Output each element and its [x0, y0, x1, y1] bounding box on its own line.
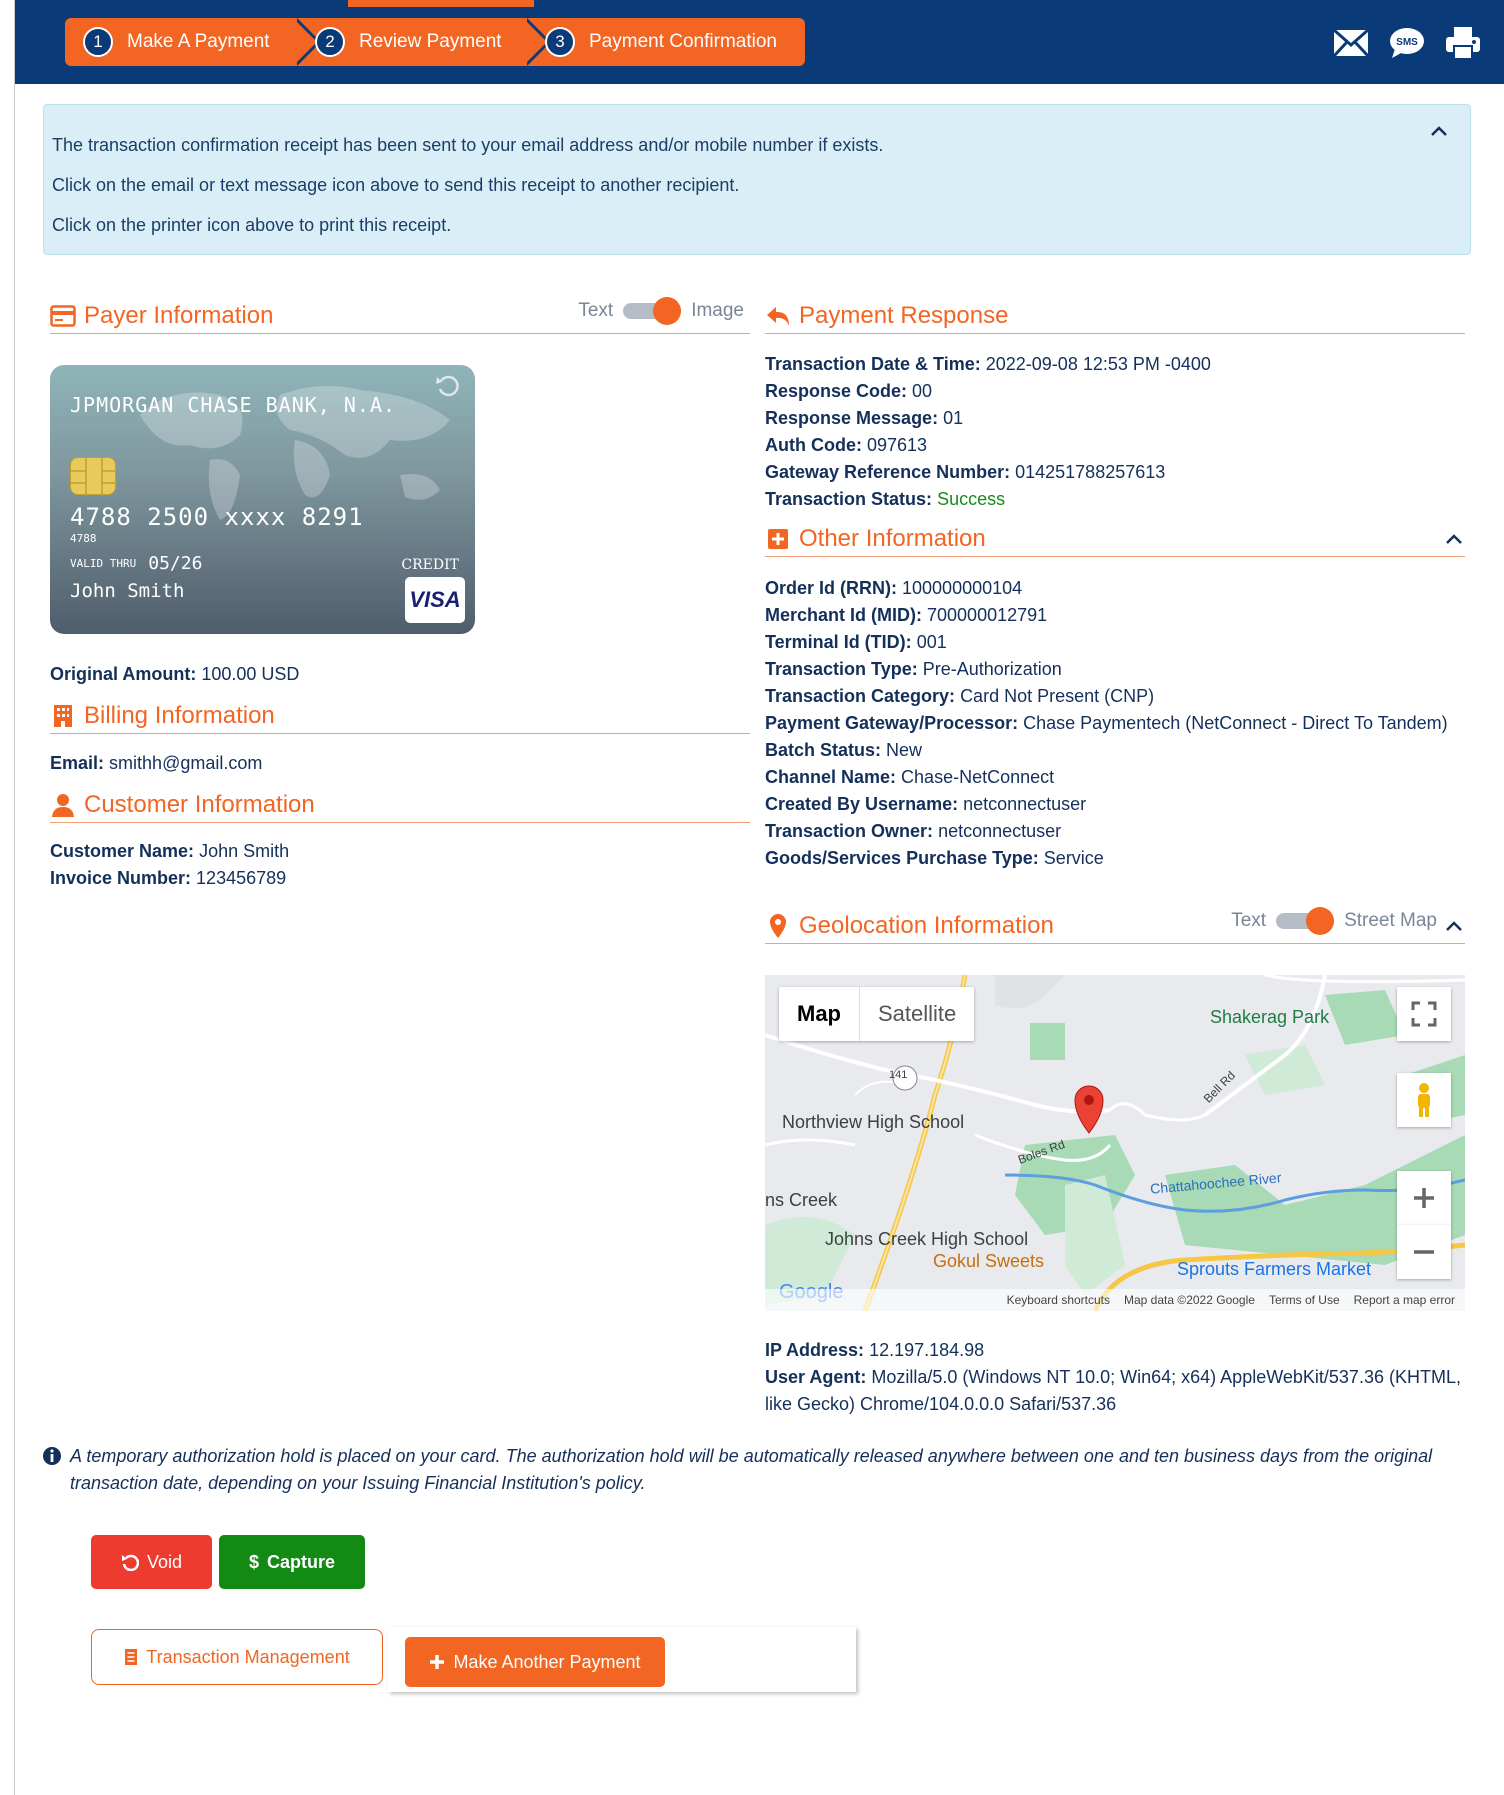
other-information-details — [765, 575, 1465, 872]
toggle-label-image: Image — [691, 300, 744, 321]
payment-response-details — [765, 351, 1211, 513]
credit-card-image — [50, 365, 475, 634]
response-row — [765, 459, 1211, 486]
customer-name-label: Customer Name: — [50, 841, 195, 861]
response-value: 097613 — [867, 435, 928, 455]
customer-name-value: John Smith — [199, 841, 290, 861]
map-label-johns-creek: Johns Creek High School — [825, 1229, 1029, 1249]
other-key: Payment Gateway/Processor: — [765, 713, 1019, 733]
user-icon — [50, 792, 76, 818]
alert-line: Click on the email or text message icon above to send this receipt to another recipient. — [52, 175, 740, 195]
geo-view-toggle — [1231, 910, 1437, 932]
section-title: Other Information — [799, 524, 986, 552]
map-label-bell: Bell Rd — [1200, 1068, 1238, 1106]
other-key: Transaction Type: — [765, 659, 918, 679]
email-value: smithh@gmail.com — [109, 753, 263, 773]
view-toggle-switch[interactable] — [623, 303, 681, 319]
map-label-shakerag: Shakerag Park — [1210, 1007, 1330, 1027]
other-information-header — [765, 521, 1465, 557]
void-label: Void — [146, 1551, 183, 1572]
building-icon — [50, 703, 76, 729]
transaction-management-label: Transaction Management — [146, 1646, 350, 1667]
other-key: Batch Status: — [765, 740, 882, 760]
map-label-route: 141 — [889, 1069, 908, 1081]
other-key: Goods/Services Purchase Type: — [765, 848, 1039, 868]
geolocation-information-header — [765, 908, 1465, 944]
other-value: 001 — [916, 632, 947, 652]
invoice-number-row — [50, 865, 289, 892]
response-key: Gateway Reference Number: — [765, 462, 1011, 482]
info-icon — [42, 1446, 62, 1474]
make-another-payment-button[interactable] — [405, 1637, 665, 1687]
other-row — [765, 656, 1465, 683]
other-row — [765, 575, 1465, 602]
street-map[interactable] — [765, 975, 1465, 1311]
void-button[interactable] — [91, 1535, 212, 1589]
map-label-boles: Boles Rd — [1016, 1137, 1067, 1167]
other-value: Card Not Present (CNP) — [960, 686, 1155, 706]
map-label-gokul: Gokul Sweets — [933, 1251, 1045, 1271]
step-payment-confirmation[interactable] — [527, 18, 805, 66]
transaction-status-badge: Success — [937, 489, 1006, 509]
other-row — [765, 683, 1465, 710]
card-chip-icon — [70, 457, 116, 495]
other-key: Terminal Id (TID): — [765, 632, 912, 652]
payment-stepper — [65, 18, 805, 66]
other-value: netconnectuser — [963, 794, 1087, 814]
response-row — [765, 351, 1211, 378]
note-text: A temporary authorization hold is placed on your card. The authorization hold will be automatically released anywhere between one and ten business days from the original transaction date, depending on your Issuing Financial Institution's policy. — [70, 1446, 1433, 1493]
street-view-pegman-icon[interactable] — [1397, 1073, 1451, 1127]
reply-icon — [765, 303, 791, 329]
alert-line: Click on the printer icon above to print this receipt. — [52, 215, 452, 235]
sms-icon[interactable] — [1388, 26, 1426, 60]
response-value: 00 — [912, 381, 933, 401]
other-key: Transaction Category: — [765, 686, 956, 706]
response-key: Response Code: — [765, 381, 908, 401]
other-row — [765, 845, 1465, 872]
map-data-credit: Map data ©2022 Google — [1124, 1293, 1255, 1307]
sms-icon-text: SMS — [1396, 37, 1418, 48]
toggle-knob — [653, 297, 681, 325]
active-step-indicator — [348, 0, 534, 7]
alert-line: The transaction confirmation receipt has been sent to your email address and/or mobile number if exists. — [52, 135, 884, 155]
step-label: Review Payment — [359, 31, 502, 52]
dollar-icon: $ — [248, 1551, 259, 1572]
user-agent-label: User Agent: — [765, 1367, 867, 1387]
top-header — [15, 0, 1504, 84]
map-label-river: Chattahoochee River — [1149, 1169, 1282, 1197]
other-value: Chase Paymentech (NetConnect - Direct To Tandem) — [1023, 713, 1448, 733]
flip-card-icon[interactable] — [435, 373, 461, 406]
other-key: Merchant Id (MID): — [765, 605, 922, 625]
other-row — [765, 737, 1465, 764]
user-agent-value: Mozilla/5.0 (Windows NT 10.0; Win64; x64) AppleWebKit/537.36 (KHTML, like Gecko) Chrome/104.0.0.0 Safari/537.36 — [765, 1367, 1461, 1414]
ip-address-label: IP Address: — [765, 1340, 865, 1360]
invoice-number-label: Invoice Number: — [50, 868, 192, 888]
page-frame — [14, 0, 1504, 1795]
step-make-payment[interactable] — [65, 18, 297, 66]
view-toggle-switch[interactable] — [1276, 913, 1334, 929]
transaction-management-button[interactable] — [91, 1629, 383, 1685]
undo-icon — [121, 1553, 139, 1571]
other-row — [765, 629, 1465, 656]
payment-response-header — [765, 298, 1465, 334]
original-amount-value: 100.00 USD — [201, 664, 300, 684]
other-value: Chase-NetConnect — [901, 767, 1055, 787]
section-title: Billing Information — [84, 701, 275, 729]
map-label-northview: Northview High School — [782, 1112, 965, 1132]
other-key: Channel Name: — [765, 767, 897, 787]
section-title: Geolocation Information — [799, 911, 1054, 939]
other-value: Service — [1043, 848, 1104, 868]
valid-thru-label: VALID THRU — [70, 557, 137, 570]
card-holder-name: John Smith — [70, 580, 185, 602]
step-number: 1 — [83, 27, 113, 57]
map-label-sprouts: Sprouts Farmers Market — [1177, 1259, 1372, 1279]
customer-name-row — [50, 838, 289, 865]
map-keyboard-shortcuts[interactable]: Keyboard shortcuts — [1006, 1293, 1110, 1307]
visa-logo: VISA — [405, 577, 465, 623]
card-bank-name: JPMORGAN CHASE BANK, N.A. — [70, 393, 397, 417]
step-label: Make A Payment — [127, 31, 270, 52]
toggle-label-text: Text — [1231, 910, 1267, 931]
other-row — [765, 791, 1465, 818]
ip-address-row — [765, 1337, 1465, 1364]
header-actions — [1332, 26, 1482, 60]
map-report-error[interactable]: Report a map error — [1353, 1293, 1455, 1307]
other-row — [765, 764, 1465, 791]
chevron-up-icon[interactable] — [1445, 525, 1463, 551]
original-amount — [50, 661, 299, 688]
section-title: Payment Response — [799, 301, 1009, 329]
map-pin-icon — [765, 913, 791, 939]
receipt-icon — [124, 1648, 138, 1666]
response-key: Auth Code: — [765, 435, 862, 455]
confirmation-alert — [43, 104, 1471, 255]
toggle-label-text: Text — [578, 300, 614, 321]
other-value: Pre-Authorization — [922, 659, 1062, 679]
printer-icon[interactable] — [1444, 26, 1482, 60]
payer-view-toggle — [578, 300, 744, 322]
customer-information-header — [50, 787, 750, 823]
step-number: 3 — [545, 27, 575, 57]
other-row — [765, 602, 1465, 629]
section-title: Customer Information — [84, 790, 315, 818]
other-key: Transaction Owner: — [765, 821, 934, 841]
map-label-creek: ns Creek — [765, 1190, 838, 1210]
other-value: 700000012791 — [927, 605, 1048, 625]
card-expiry: 05/26 — [148, 553, 203, 574]
response-row — [765, 378, 1211, 405]
customer-details — [50, 838, 289, 892]
other-value: New — [886, 740, 923, 760]
step-label: Payment Confirmation — [589, 31, 777, 52]
other-row — [765, 818, 1465, 845]
toggle-label-street-map: Street Map — [1344, 910, 1437, 931]
plus-icon — [429, 1654, 445, 1670]
network-details — [765, 1337, 1465, 1418]
response-value: 014251788257613 — [1015, 462, 1166, 482]
step-number: 2 — [315, 27, 345, 57]
map-type-tabs — [779, 987, 974, 1041]
original-amount-label: Original Amount: — [50, 664, 197, 684]
plus-square-icon — [765, 526, 791, 552]
response-value: 01 — [943, 408, 964, 428]
authorization-hold-note — [42, 1443, 1462, 1497]
invoice-number-value: 123456789 — [196, 868, 287, 888]
response-key: Transaction Date & Time: — [765, 354, 981, 374]
response-row — [765, 405, 1211, 432]
other-row — [765, 710, 1465, 737]
response-row — [765, 432, 1211, 459]
other-value: netconnectuser — [938, 821, 1062, 841]
other-value: 100000000104 — [902, 578, 1023, 598]
card-type: CREDIT — [401, 557, 459, 573]
payer-information-header — [50, 298, 750, 334]
billing-email — [50, 750, 262, 777]
response-key: Transaction Status: — [765, 489, 933, 509]
response-value: 2022-09-08 12:53 PM -0400 — [985, 354, 1211, 374]
make-another-payment-label: Make Another Payment — [453, 1651, 641, 1672]
other-key: Order Id (RRN): — [765, 578, 897, 598]
zoom-in-icon[interactable] — [1397, 1171, 1451, 1225]
card-small-digits: 4788 — [70, 532, 97, 545]
card-validity — [70, 553, 202, 574]
other-key: Created By Username: — [765, 794, 959, 814]
email-label: Email: — [50, 753, 105, 773]
map-tab-satellite[interactable]: Satellite — [859, 987, 974, 1041]
step-review-payment[interactable] — [297, 18, 527, 66]
chevron-up-icon[interactable] — [1430, 117, 1448, 143]
zoom-out-icon[interactable] — [1397, 1225, 1451, 1279]
map-tab-map[interactable]: Map — [797, 1001, 841, 1026]
capture-button[interactable] — [219, 1535, 365, 1589]
map-terms-of-use[interactable]: Terms of Use — [1268, 1293, 1340, 1307]
card-number: 4788 2500 xxxx 8291 — [70, 503, 364, 531]
section-title: Payer Information — [84, 301, 274, 329]
billing-information-header — [50, 698, 750, 734]
ip-address-value: 12.197.184.98 — [869, 1340, 985, 1360]
map-footer — [765, 1289, 1465, 1311]
response-row — [765, 486, 1211, 513]
fullscreen-icon[interactable] — [1397, 987, 1451, 1041]
toggle-knob — [1306, 907, 1334, 935]
user-agent-row — [765, 1364, 1465, 1418]
email-icon[interactable] — [1332, 26, 1370, 60]
credit-card-icon — [50, 303, 76, 329]
chevron-up-icon[interactable] — [1445, 912, 1463, 938]
capture-label: Capture — [267, 1551, 336, 1572]
response-key: Response Message: — [765, 408, 939, 428]
